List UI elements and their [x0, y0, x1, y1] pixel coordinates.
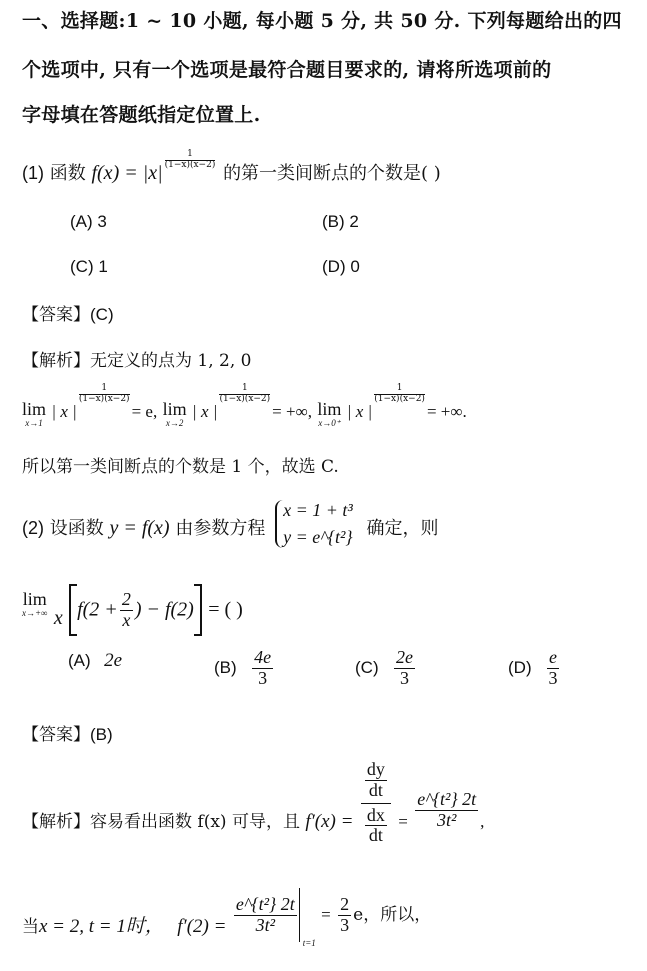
q1-limit-1-result: = e,: [131, 402, 158, 421]
q2-option-c[interactable]: [355, 648, 417, 689]
q2-eval-frac: $\frac{\text{e\textasciicircum{}\{t²\} 2t}}{\text{3t²}}$: [235, 893, 295, 935]
q2-number: (2): [22, 518, 44, 538]
q1-limit-2-exp: $\frac{1}{(1-x)(x-2)}$: [219, 383, 271, 404]
q2-answer-value: (B): [90, 725, 113, 744]
q2-when-cond: x = 2, t = 1时，: [39, 915, 164, 937]
q2-stem-suffix: 确定，则: [366, 518, 439, 539]
q1-limit-1-exp: $\frac{1}{(1-x)(x-2)}$: [78, 383, 130, 404]
q1-limits-line: [22, 384, 467, 429]
q1-limit-1: lim x→1: [22, 399, 47, 428]
q2-analysis-text: 容易看出函数 f(x) 可导，且: [90, 811, 300, 832]
q2-limit-f2: ) − f(2): [134, 598, 194, 621]
q1-limit-2-result: = +∞,: [272, 402, 312, 421]
q2-limit-f1: f(2 +: [77, 598, 118, 621]
q2-deriv-lhs: f′(x) =: [305, 810, 354, 832]
q2-limit-op: lim x→+∞: [22, 589, 48, 618]
q2-analysis: 【解析】容易看出函数 f(x) 可导，且 f′(x) = $\frac{\frac{dy}{dt}}{\frac{dx}{dt}}$ = $\frac{\text{e\textasciicircum{}\{t²\} 2t}}{\text{3t²}}$ ,: [22, 759, 485, 846]
q1-option-c[interactable]: (C) 1: [70, 257, 108, 276]
q2-left-bracket: [69, 584, 77, 636]
q2-limit-tail: = ( ): [208, 598, 243, 621]
q1-option-a[interactable]: (A) 3: [70, 212, 107, 231]
q2-analysis-tag: 【解析】: [22, 811, 90, 832]
q2-option-a[interactable]: [68, 650, 122, 672]
q2-option-a-value: 2e: [104, 650, 123, 671]
q1-stem-prefix: 函数: [49, 162, 86, 184]
q1-conclusion: 所以第一类间断点的个数是 1 个，故选 C.: [22, 457, 339, 477]
q2-eval-lhs: f′(2) =: [177, 915, 227, 937]
intro-line-2: 个选项中, 只有一个选项是最符合题目要求的, 请将所选项前的: [22, 59, 552, 81]
q1-option-b[interactable]: (B) 2: [322, 212, 359, 231]
intro-line-1: 一、选择题:1 ~ 10 小题, 每小题 5 分, 共 50 分. 下列每题给出的四: [22, 10, 622, 32]
q1-option-d[interactable]: (D) 0: [322, 257, 360, 276]
q2-func: y = f(x): [109, 517, 170, 539]
q2-option-c-frac: $\frac{2e}{3}$: [396, 647, 414, 688]
q2-option-b[interactable]: [214, 648, 275, 689]
q2-evaluation: 当x = 2, t = 1时， f′(2) = $\frac{\text{e\textasciicircum{}\{t²\} 2t}}{\text{3t²}}$ t=1 = $\frac{2}{3}$ e，所以，: [22, 888, 431, 942]
q1-limit-3: lim x→0⁺: [317, 399, 342, 428]
q1-answer-value: (C): [90, 305, 114, 324]
q1-analysis: [22, 346, 251, 371]
q2-limit: [22, 584, 243, 636]
q2-option-c-label: (C): [355, 657, 379, 677]
q1-analysis-text: 无定义的点为 1, 2, 0: [90, 351, 252, 371]
q1-stem: [22, 150, 441, 185]
q2-stem-mid: 由参数方程: [175, 518, 266, 539]
q2-stem-prefix: 设函数: [49, 518, 104, 539]
q1-answer: [22, 300, 114, 325]
q1-func: f(x) = |x|: [91, 161, 163, 184]
q1-limit-3-result: = +∞.: [426, 402, 467, 421]
q2-eval-result: $\frac{2}{3}$: [340, 893, 350, 935]
q1-analysis-tag: 【解析】: [22, 351, 90, 371]
q2-option-a-label: (A): [68, 651, 91, 670]
q2-limit-x: x: [53, 606, 63, 629]
q2-when: 当: [22, 916, 39, 937]
q1-number: (1): [22, 162, 44, 183]
q2-option-d-frac: $\frac{e}{3}$: [548, 647, 558, 688]
q2-option-b-frac: $\frac{4e}{3}$: [254, 647, 272, 688]
q1-answer-tag: 【答案】: [22, 305, 90, 325]
q2-answer-tag: 【答案】: [22, 725, 90, 745]
q2-param-y: y = e^{t²}: [283, 527, 353, 547]
q2-eval-tail: e，所以，: [353, 904, 432, 925]
q2-eval-bar: t=1: [299, 888, 300, 942]
q1-stem-suffix: 的第一类间断点的个数是( ): [223, 162, 441, 184]
q2-option-d-label: (D): [508, 657, 532, 677]
q2-answer: [22, 720, 113, 745]
q1-limit-3-expr: | x |: [346, 402, 373, 421]
q2-right-bracket: [194, 584, 202, 636]
q2-param-system: [275, 500, 353, 548]
q1-exponent: $\frac{1}{(1-x)(x-2)}$: [164, 149, 216, 170]
intro-line-3: 字母填在答题纸指定位置上.: [22, 104, 261, 126]
q2-option-d[interactable]: [508, 648, 561, 689]
q1-limit-3-exp: $\frac{1}{(1-x)(x-2)}$: [374, 383, 425, 404]
q1-limit-2-expr: | x |: [192, 402, 218, 421]
q2-limit-frac: $\frac{2}{x}$: [121, 588, 131, 630]
q2-deriv-compound: $\frac{\frac{dy}{dt}}{\frac{dx}{dt}}$: [361, 760, 391, 846]
q2-stem: [22, 500, 439, 548]
q1-limit-1-expr: | x |: [51, 402, 77, 421]
q1-limit-2: lim x→2: [162, 399, 187, 428]
q2-option-b-label: (B): [214, 657, 237, 677]
q2-deriv-rhs: $\frac{\text{e\textasciicircum{}\{t²\} 2t}}{\text{3t²}}$: [417, 789, 477, 830]
q2-param-x: x = 1 + t³: [283, 500, 353, 520]
